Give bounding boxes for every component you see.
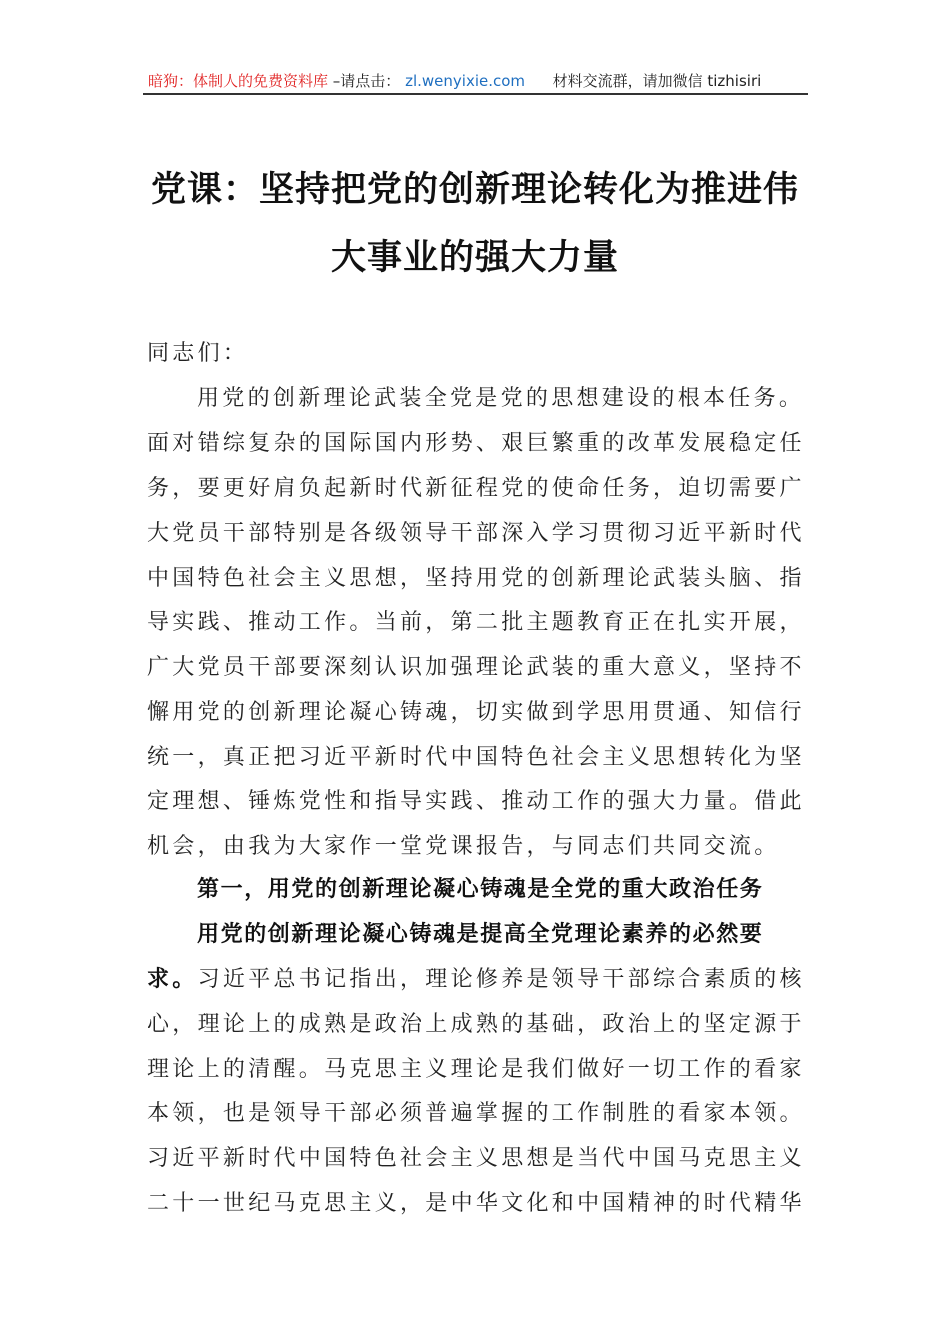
body-line: 中国特色社会主义思想，坚持用党的创新理论武装头脑、指 xyxy=(147,566,805,591)
header-divider xyxy=(143,93,808,95)
body-line: 理论上的清醒。马克思主义理论是我们做好一切工作的看家 xyxy=(147,1057,805,1082)
body-line xyxy=(147,962,827,993)
body-line: 大党员干部特别是各级领导干部深入学习贯彻习近平新时代 xyxy=(147,521,805,546)
header-url-link[interactable]: zl.wenyixie.com xyxy=(405,72,526,90)
body-line: 二十一世纪马克思主义，是中华文化和中国精神的时代精华 xyxy=(147,1191,805,1216)
document-title-line-2: 大事业的强大力量 xyxy=(330,237,619,278)
body-line: 懈用党的创新理论凝心铸魂，切实做到学思用贯通、知信行 xyxy=(147,700,805,725)
body-line: 统一，真正把习近平新时代中国特色社会主义思想转化为坚 xyxy=(147,745,805,770)
body-line: 机会，由我为大家作一堂党课报告，与同志们共同交流。 xyxy=(147,834,780,859)
body-line: 广大党员干部要深刻认识加强理论武装的重大意义，坚持不 xyxy=(147,655,805,680)
body-line: 心，理论上的成熟是政治上成熟的基础，政治上的坚定源于 xyxy=(147,1012,805,1037)
body-line: 用党的创新理论武装全党是党的思想建设的根本任务。 xyxy=(197,386,805,411)
section-heading: 第一，用党的创新理论凝心铸魂是全党的重大政治任务 xyxy=(197,876,764,902)
body-line: 面对错综复杂的国际国内形势、艰巨繁重的改革发展稳定任 xyxy=(147,431,805,456)
body-line: 务，要更好肩负起新时代新征程党的使命任务，迫切需要广 xyxy=(147,476,805,501)
page-header xyxy=(148,70,808,91)
body-line: 本领，也是领导干部必须普遍掌握的工作制胜的看家本领。 xyxy=(147,1101,805,1126)
header-brand: 暗狗：体制人的免费资料库 xyxy=(148,72,329,90)
body-line: 导实践、推动工作。当前，第二批主题教育正在扎实开展， xyxy=(147,610,805,635)
body-line: 习近平新时代中国特色社会主义思想是当代中国马克思主义 xyxy=(147,1146,805,1171)
header-prompt: –请点击： xyxy=(332,72,401,90)
salutation: 同志们： xyxy=(147,341,249,366)
body-text: 习近平总书记指出，理论修养是领导干部综合素质的核 xyxy=(197,967,805,992)
document-title-line-1: 党课：坚持把党的创新理论转化为推进伟 xyxy=(150,169,799,210)
body-line: 定理想、锤炼党性和指导实践、推动工作的强大力量。借此 xyxy=(147,789,805,814)
para-lead-bold-end: 求。 xyxy=(147,966,198,992)
para-lead-bold: 用党的创新理论凝心铸魂是提高全党理论素养的必然要 xyxy=(197,921,764,947)
header-contact: 材料交流群，请加微信 tizhisiri xyxy=(552,72,762,90)
